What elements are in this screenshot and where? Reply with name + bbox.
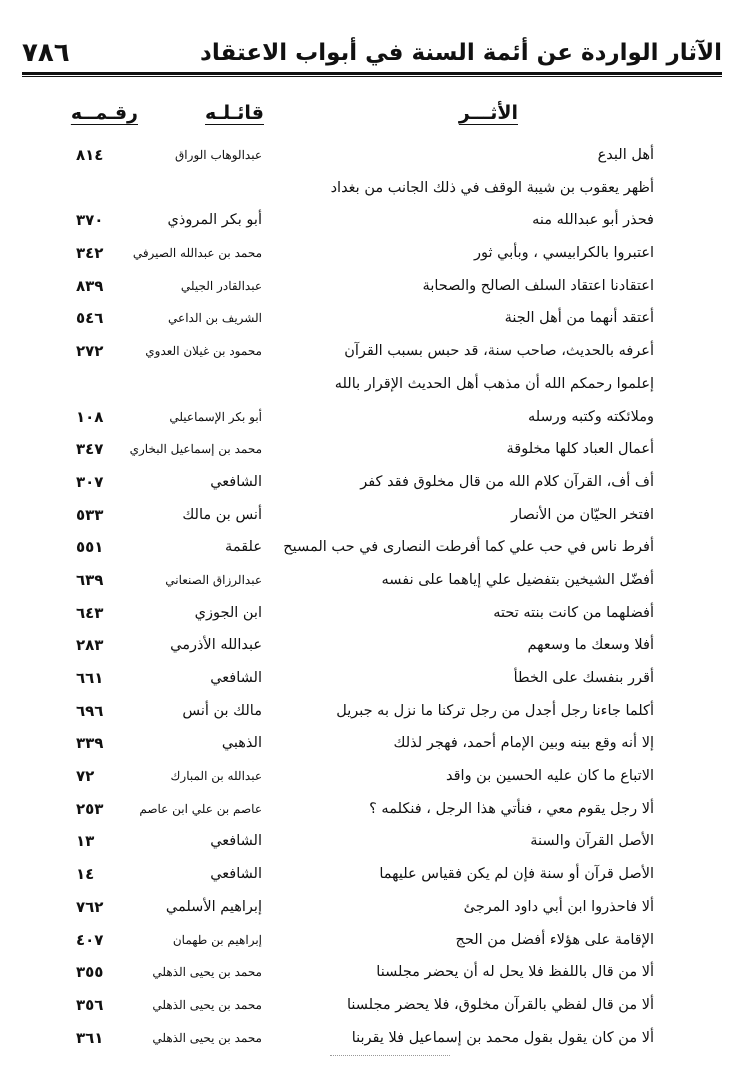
athar-number: ١٤ xyxy=(76,865,95,884)
running-header xyxy=(22,28,722,75)
sayer-name: عاصم بن علي ابن عاصم xyxy=(139,801,262,816)
table-row xyxy=(0,172,744,205)
sayer-name: عبدالله بن المبارك xyxy=(170,769,262,784)
sayer-name: عبدالله الأذرمي xyxy=(170,637,262,654)
athar-number: ٥٤٦ xyxy=(76,309,104,328)
athar-number: ٣٧٠ xyxy=(76,211,104,230)
table-row xyxy=(0,139,744,172)
sayer-name: محمد بن يحيى الذهلي xyxy=(152,1030,262,1045)
athar-text: أعتقد أنهما من أهل الجنة xyxy=(504,310,654,327)
athar-text: أفضلهما من كانت بنته تحته xyxy=(493,604,654,621)
sayer-name: أبو بكر المروذي xyxy=(167,212,262,229)
table-row xyxy=(0,727,744,760)
athar-number: ٣٣٩ xyxy=(76,734,104,753)
table-row xyxy=(0,401,744,434)
sayer-name: محمد بن عبدالله الصيرفي xyxy=(132,246,262,261)
sayer-name: الشافعي xyxy=(210,866,262,883)
athar-number: ١٣ xyxy=(76,832,95,851)
athar-text: ألا رجل يقوم معي ، فنأتي هذا الرجل ، فنكلمه ؟ xyxy=(369,800,654,817)
table-row xyxy=(0,825,744,858)
sayer-name: عبدالقادر الجيلي xyxy=(180,278,262,293)
table-row xyxy=(0,891,744,924)
athar-number: ٥٣٣ xyxy=(76,505,104,524)
sayer-name: الشافعي xyxy=(210,833,262,850)
athar-text: وملائكته وكتبه ورسله xyxy=(528,408,654,425)
athar-text: الأصل قرآن أو سنة فإن لم يكن فقياس عليهما xyxy=(379,866,654,883)
athar-text: الأصل القرآن والسنة xyxy=(530,833,654,850)
column-header-athar: الأثـــر xyxy=(458,102,518,124)
page-number: ٧٨٦ xyxy=(22,38,70,68)
sayer-name: إبراهيم بن طهمان xyxy=(172,932,262,947)
athar-text: أفلا وسعك ما وسعهم xyxy=(527,637,654,654)
table-row xyxy=(0,695,744,728)
athar-number: ١٠٨ xyxy=(76,407,104,426)
athar-text: ألا فاحذروا ابن أبي داود المرجئ xyxy=(463,898,654,915)
athar-number: ٦٦١ xyxy=(76,669,104,687)
sayer-name: محمد بن يحيى الذهلي xyxy=(152,997,262,1012)
athar-number: ٣٤٢ xyxy=(76,244,104,263)
sayer-name: مالك بن أنس xyxy=(182,702,262,719)
table-row xyxy=(0,270,744,303)
athar-number: ٨٣٩ xyxy=(76,276,104,295)
sayer-name: محمد بن يحيى الذهلي xyxy=(152,965,262,980)
column-headers xyxy=(0,102,744,132)
athar-text: ألا من كان يقول بقول محمد بن إسماعيل فلا يقربنا xyxy=(351,1029,654,1046)
athar-text: أقرر بنفسك على الخطأ xyxy=(513,670,654,686)
athar-text: أكلما جاءنا رجل أجدل من رجل تركنا ما نزل به جبريل xyxy=(336,702,654,719)
athar-number: ٢٧٢ xyxy=(76,342,104,361)
table-row xyxy=(0,335,744,368)
athar-text: ألا من قال باللفظ فلا يحل له أن يحضر مجلسنا xyxy=(376,964,654,981)
table-row xyxy=(0,368,744,401)
table-row xyxy=(0,956,744,989)
athar-text: الإقامة على هؤلاء أفضل من الحج xyxy=(455,931,654,948)
sayer-name: عبدالوهاب الوراق xyxy=(175,148,262,162)
sayer-name: أنس بن مالك xyxy=(182,506,262,523)
sayer-name: محمود بن غيلان العدوي xyxy=(145,344,262,359)
column-header-number: رقـمــه xyxy=(70,102,138,124)
athar-text: إعلموا رحمكم الله أن مذهب أهل الحديث الإقرار بالله xyxy=(334,375,654,392)
table-row xyxy=(0,629,744,662)
table-row xyxy=(0,564,744,597)
athar-number: ٦٣٩ xyxy=(76,570,104,589)
sayer-name: الشريف بن الداعي xyxy=(168,311,262,326)
athar-number: ٢٥٣ xyxy=(76,799,104,818)
athar-number: ٣٠٧ xyxy=(76,472,104,491)
athar-number: ٤٠٧ xyxy=(76,930,104,949)
header-rule xyxy=(22,76,722,77)
table-row xyxy=(0,204,744,237)
athar-number: ٦٤٣ xyxy=(76,603,104,622)
athar-number: ٣٦١ xyxy=(76,1028,104,1047)
athar-number: ٣٤٧ xyxy=(76,440,104,459)
athar-number: ٢٨٣ xyxy=(76,636,104,655)
sayer-name: أبو بكر الإسماعيلي xyxy=(169,409,262,424)
athar-text: اعتبروا بالكرابيسي ، وبأبي ثور xyxy=(473,245,654,262)
index-table xyxy=(0,139,744,1054)
athar-number: ٥٥١ xyxy=(76,538,104,557)
athar-text: افتخر الحيّان من الأنصار xyxy=(511,506,654,523)
table-row xyxy=(0,499,744,532)
athar-number: ٣٥٥ xyxy=(76,963,104,982)
table-row xyxy=(0,760,744,793)
athar-text: أعمال العباد كلها مخلوقة xyxy=(506,441,654,458)
scan-artifact xyxy=(330,1055,450,1056)
athar-number: ٨١٤ xyxy=(76,146,104,164)
athar-text: أهل البدع xyxy=(597,147,654,163)
athar-text: أفضّل الشيخين بتفضيل علي إياهما على نفسه xyxy=(381,571,654,588)
table-row xyxy=(0,237,744,270)
sayer-name: الشافعي xyxy=(210,473,262,490)
table-row xyxy=(0,466,744,499)
athar-text: الاتباع ما كان عليه الحسين بن واقد xyxy=(446,768,654,785)
sayer-name: عبدالرزاق الصنعاني xyxy=(165,572,262,587)
table-row xyxy=(0,858,744,891)
column-header-sayer: قائـلـه xyxy=(205,102,264,124)
athar-text: أعرفه بالحديث، صاحب سنة، قد حبس بسبب القرآن xyxy=(344,343,654,360)
table-row xyxy=(0,433,744,466)
table-row xyxy=(0,662,744,695)
table-row xyxy=(0,989,744,1022)
sayer-name: محمد بن إسماعيل البخاري xyxy=(129,442,262,457)
table-row xyxy=(0,793,744,826)
sayer-name: الشافعي xyxy=(210,670,262,686)
table-row xyxy=(0,924,744,957)
athar-text: اعتقادنا اعتقاد السلف الصالح والصحابة xyxy=(422,277,654,294)
athar-text: أف أف، القرآن كلام الله من قال مخلوق فقد كفر xyxy=(360,473,654,490)
athar-text: أظهر يعقوب بن شيبة الوقف في ذلك الجانب من بغداد xyxy=(330,179,654,196)
sayer-name: الذهبي xyxy=(221,735,262,752)
athar-number: ٧٢ xyxy=(76,767,95,786)
athar-number: ٧٦٢ xyxy=(76,897,104,916)
athar-text: فحذر أبو عبدالله منه xyxy=(532,212,654,229)
sayer-name: ابن الجوزي xyxy=(194,604,262,621)
table-row xyxy=(0,1022,744,1055)
athar-text: ألا من قال لفظي بالقرآن مخلوق، فلا يحضر مجلسنا xyxy=(346,996,654,1013)
table-row xyxy=(0,597,744,630)
table-row xyxy=(0,302,744,335)
athar-text: إلا أنه وقع بينه وبين الإمام أحمد، فهجر لذلك xyxy=(393,735,654,752)
athar-number: ٦٩٦ xyxy=(76,701,104,720)
athar-text: أفرط ناس في حب علي كما أفرطت النصارى في حب المسيح xyxy=(283,539,654,556)
athar-number: ٣٥٦ xyxy=(76,995,104,1014)
book-title: الآثار الواردة عن أئمة السنة في أبواب الاعتقاد xyxy=(200,40,722,66)
sayer-name: علقمة xyxy=(225,539,262,556)
table-row xyxy=(0,531,744,564)
sayer-name: إبراهيم الأسلمي xyxy=(165,898,262,915)
